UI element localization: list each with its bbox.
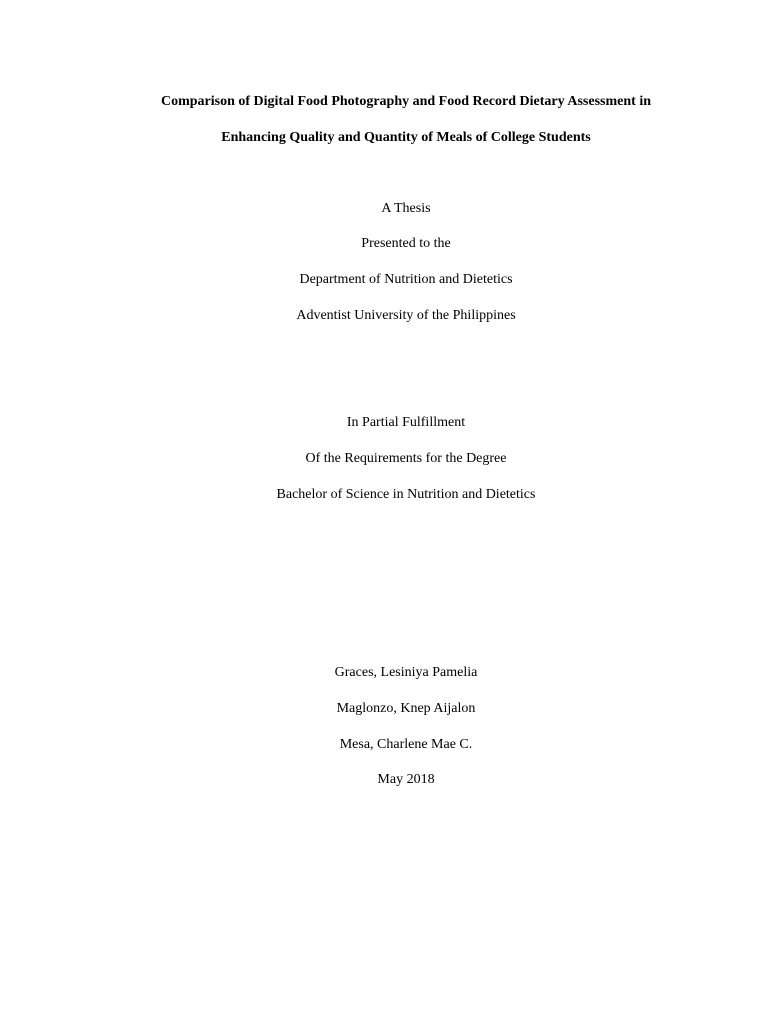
presented-to: Presented to the [361, 236, 451, 251]
author-name: Maglonzo, Knep Aijalon [336, 701, 476, 716]
author-name: Mesa, Charlene Mae C. [339, 737, 473, 752]
fulfillment-line-1: In Partial Fulfillment [346, 415, 466, 430]
fulfillment-line-2: Of the Requirements for the Degree [305, 451, 507, 466]
degree-name: Bachelor of Science in Nutrition and Dietetics [276, 487, 536, 502]
author-name: Graces, Lesiniya Pamelia [334, 665, 478, 680]
document-type: A Thesis [381, 201, 431, 216]
thesis-title-line-2: Enhancing Quality and Quantity of Meals of College Students [221, 130, 591, 145]
thesis-title-line-1: Comparison of Digital Food Photography and Food Record Dietary Assessment in [160, 94, 651, 109]
submission-date: May 2018 [377, 772, 435, 787]
department-name: Department of Nutrition and Dietetics [299, 272, 513, 287]
university-name: Adventist University of the Philippines [296, 308, 516, 323]
